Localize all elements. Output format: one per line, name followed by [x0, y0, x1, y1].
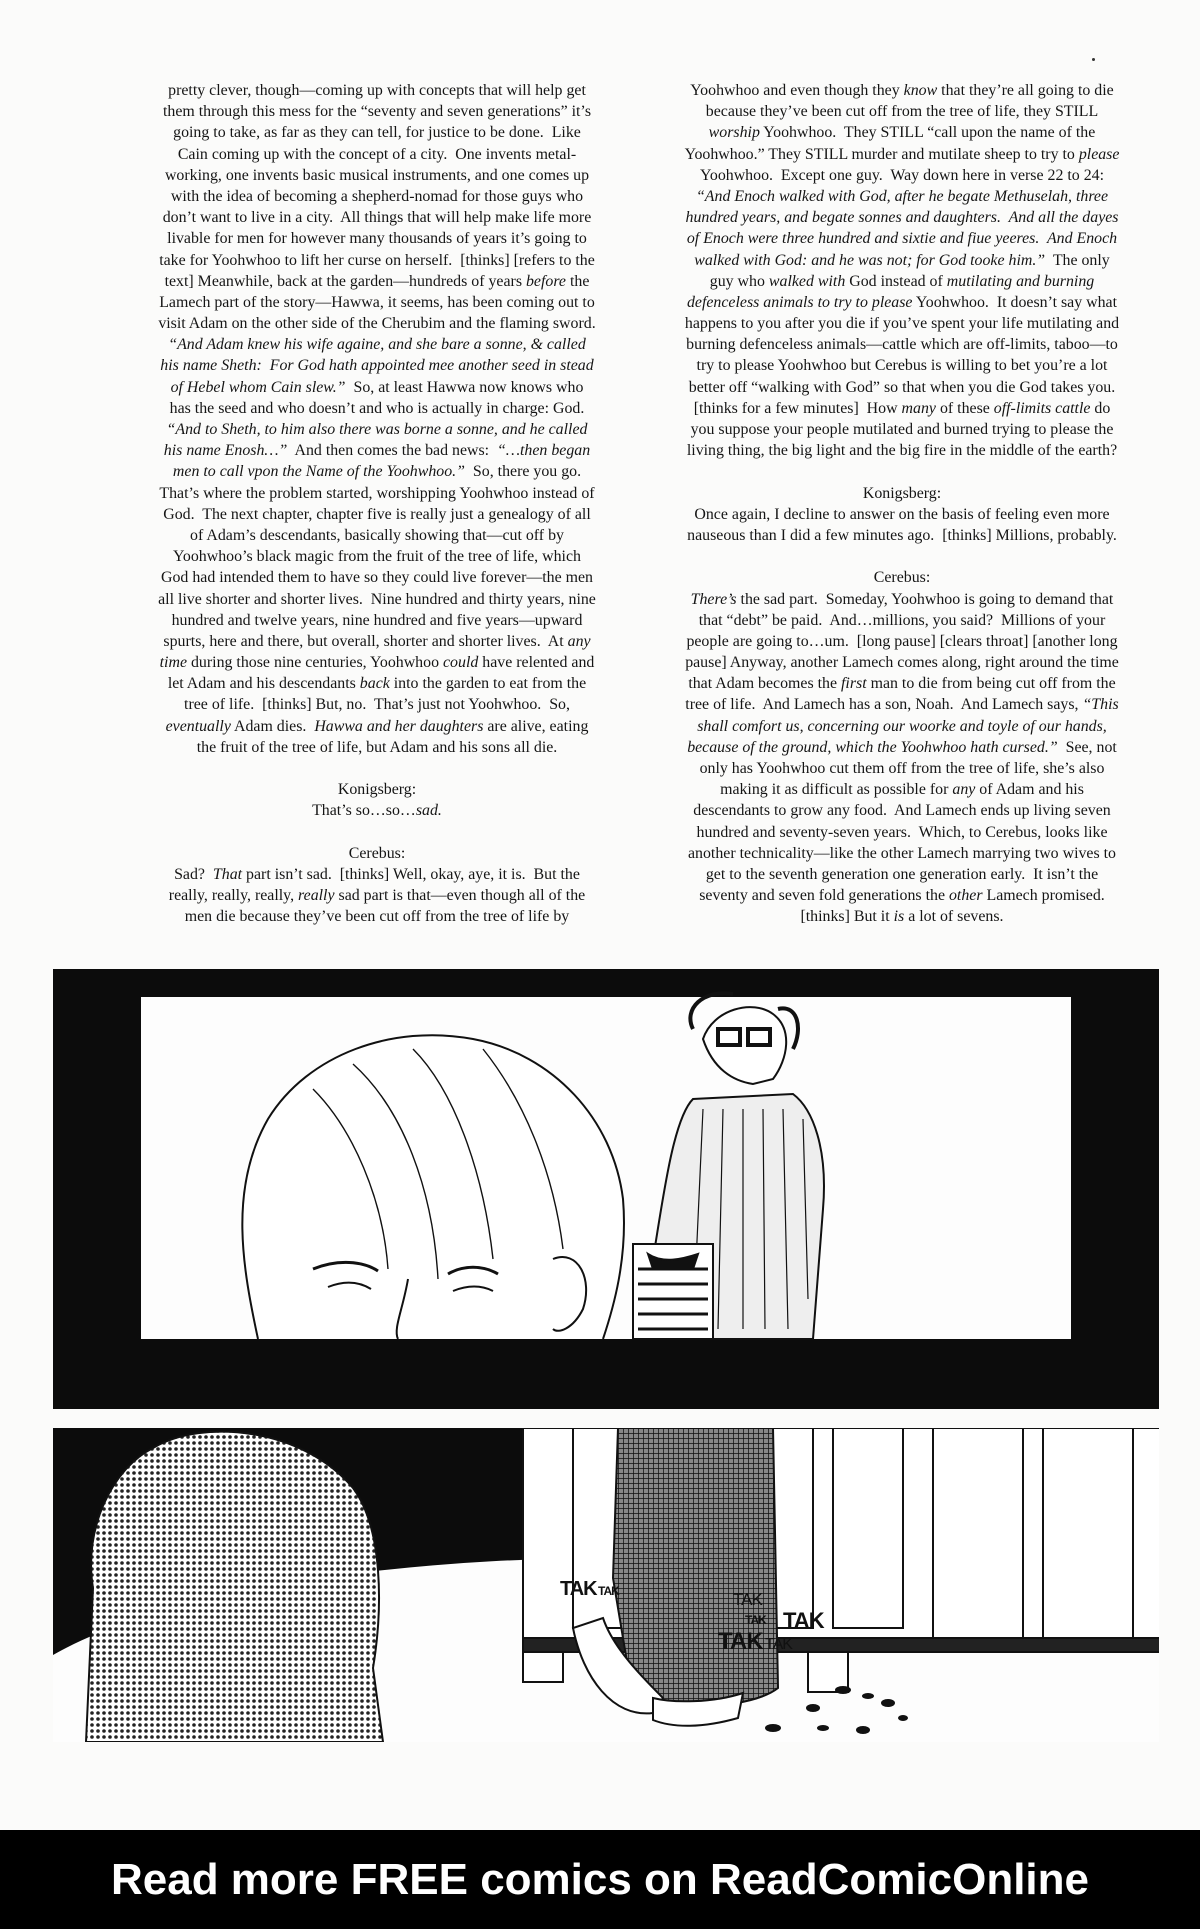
- italic-text: know: [903, 82, 938, 99]
- text: [thinks for a few minutes] How: [693, 399, 902, 417]
- text-line: [112, 822, 642, 843]
- text: Cerebus:: [873, 569, 931, 587]
- italic-text: of Enoch were three hundred and sixtie and fiue yeeres. And Enoch: [686, 230, 1118, 248]
- text: don’t want to live in a city. All things that will help make life more: [162, 209, 592, 227]
- text: making it as difficult as possible for: [720, 781, 953, 799]
- text-line: [112, 694, 642, 715]
- italic-text: mutilating and burning: [946, 272, 1095, 290]
- text-line: [642, 546, 1162, 567]
- text-line: [642, 440, 1162, 461]
- text: burning defenceless animals—cattle which are off-limits, taboo—to: [686, 336, 1118, 354]
- text-line: [642, 567, 1162, 588]
- text: let Adam and his descendants: [167, 675, 360, 693]
- text-line: [642, 101, 1162, 122]
- text-line: [642, 737, 1162, 758]
- text: That’s where the problem started, worshipping Yoohwhoo instead of: [159, 484, 595, 502]
- comic-panel-1: [53, 969, 1159, 1409]
- text: you suppose your people mutilated and burned trying to please the: [690, 421, 1114, 438]
- text-line: [642, 610, 1162, 631]
- text: get to the seventh generation one generation early. It isn’t the: [705, 865, 1099, 883]
- italic-text: any: [952, 781, 976, 799]
- text-line: [112, 631, 642, 652]
- text: seventy and seven fold generations the: [699, 887, 949, 905]
- italic-text: “And Enoch walked with God, after he begate Methuselah, three: [695, 187, 1109, 205]
- text: Yoohwhoo. It doesn’t say what: [912, 293, 1118, 311]
- italic-text: really: [298, 887, 335, 905]
- italic-text: “And to Sheth, to him also there was borne a sonne, and he called: [166, 421, 588, 438]
- text: sad part is that—even though all of the: [334, 887, 586, 905]
- promo-banner-text[interactable]: Read more FREE comics on ReadComicOnline: [110, 1854, 1089, 1904]
- text: of Adam and his: [975, 781, 1084, 799]
- italic-text: first: [841, 675, 867, 693]
- text: better off “walking with God” so that when you die God takes you.: [688, 378, 1116, 396]
- italic-text: eventually: [165, 717, 231, 735]
- text-line: [112, 800, 642, 821]
- text-line: [112, 525, 642, 546]
- text-line: [642, 355, 1162, 376]
- text-column-right: [642, 80, 1162, 928]
- italic-text: defenceless animals to try to please: [686, 293, 913, 311]
- text: a lot of sevens.: [904, 908, 1004, 926]
- text-line: [642, 483, 1162, 504]
- italic-text: please: [1078, 145, 1120, 163]
- comic-panel-2: [53, 1428, 1159, 1742]
- text-line: [112, 864, 642, 885]
- text-line: [642, 589, 1162, 610]
- italic-text: Hawwa and her daughters: [314, 717, 484, 735]
- text-line: [112, 461, 642, 482]
- italic-text: is: [893, 908, 905, 926]
- text-line: [112, 271, 642, 292]
- text: the: [566, 272, 590, 290]
- text: the sad part. Someday, Yoohwhoo is going to demand that: [736, 590, 1114, 608]
- text: living thing, the big light and the big fire in the middle of the earth?: [686, 442, 1118, 460]
- text-line: [112, 758, 642, 779]
- text-line: [112, 355, 642, 376]
- text-line: [112, 610, 642, 631]
- text: are alive, eating: [483, 717, 589, 735]
- text: them through this mess for the “seventy and seven generations” it’s: [162, 103, 592, 121]
- text-line: [112, 546, 642, 567]
- italic-text: off-limits cattle: [993, 399, 1091, 417]
- text: part isn’t sad. [thinks] Well, okay, aye, it is. But the: [242, 865, 580, 883]
- text: Yoohwhoo.” They STILL murder and mutilate sheep to try to: [684, 145, 1079, 163]
- italic-text: walked with God: and he was not; for God tooke him.”: [694, 251, 1046, 269]
- text: that they’re all going to die: [937, 82, 1114, 99]
- text-line: [642, 631, 1162, 652]
- text: livable for men for however many thousands of years it’s going to: [167, 230, 587, 248]
- text: only has Yoohwhoo cut them off from the tree of life, she’s also: [699, 760, 1105, 777]
- text-line: [112, 250, 642, 271]
- text-line: [112, 80, 642, 101]
- text-line: [112, 779, 642, 800]
- sound-effect: TAK: [718, 1628, 763, 1655]
- text-line: [642, 144, 1162, 165]
- text: And then comes the bad news:: [287, 442, 498, 460]
- text: has the seed and who doesn’t and who is actually in charge: God.: [169, 399, 585, 417]
- cerebus-figure: [86, 1432, 383, 1742]
- text: The only: [1045, 251, 1110, 269]
- text-line: [642, 885, 1162, 906]
- text: have relented and: [478, 654, 595, 672]
- italic-text: There’s: [690, 590, 737, 608]
- text-line: [112, 228, 642, 249]
- text: people are going to…um. [long pause] [clears throat] [another long: [686, 632, 1118, 650]
- text-line: [112, 292, 642, 313]
- sound-effect: TAK: [765, 1636, 792, 1653]
- text-line: [112, 589, 642, 610]
- text-line: [642, 906, 1162, 927]
- italic-text: before: [525, 272, 566, 290]
- text: really, really, really,: [168, 887, 299, 905]
- text: Adam dies.: [230, 717, 315, 735]
- italic-text: many: [901, 399, 936, 417]
- text-line: [642, 694, 1162, 715]
- text-line: [642, 186, 1162, 207]
- text: the fruit of the tree of life, but Adam and his sons all die.: [196, 738, 558, 756]
- text-line: [642, 207, 1162, 228]
- sound-effect: TAK: [745, 1613, 766, 1627]
- text: man to die from being cut off from the: [866, 675, 1116, 693]
- text-line: [112, 843, 642, 864]
- text: visit Adam on the other side of the Cherubim and the flaming sword.: [158, 315, 596, 333]
- text: guy who: [709, 272, 769, 290]
- italic-text: men to call vpon the Name of the Yoohwhoo.”: [172, 463, 465, 481]
- text-line: [642, 377, 1162, 398]
- text: [thinks] But it: [800, 908, 894, 926]
- text: into the garden to eat from the: [389, 675, 587, 693]
- text-line: [642, 525, 1162, 546]
- text: Cain coming up with the concept of a city. One invents metal-: [177, 145, 577, 163]
- text: God. The next chapter, chapter five is really just a genealogy of all: [163, 505, 591, 523]
- text: with the idea of becoming a shepherd-nomad for those guys who: [170, 187, 584, 205]
- text-line: [642, 779, 1162, 800]
- text: See, not: [1057, 738, 1117, 756]
- text: Yoohwhoo. Except one guy. Way down here in verse 22 to 24:: [699, 166, 1105, 184]
- italic-text: of Hebel whom Cain slew.”: [170, 378, 346, 396]
- italic-text: worship: [708, 124, 760, 142]
- text: Yoohwhoo. They STILL “call upon the name of the: [759, 124, 1096, 142]
- text-line: [112, 567, 642, 588]
- text-line: [112, 440, 642, 461]
- text: Konigsberg:: [337, 781, 417, 799]
- sound-effect: TAK: [783, 1608, 824, 1633]
- speck: [1092, 58, 1095, 61]
- text: That’s so…so…: [312, 802, 416, 820]
- text: Konigsberg:: [862, 484, 942, 502]
- text: that “debt” be paid. And…millions, you said? Millions of your: [698, 611, 1106, 629]
- sound-effect: TAK: [733, 1590, 762, 1609]
- text: during those nine centuries, Yoohwhoo: [187, 654, 443, 672]
- text: Once again, I decline to answer on the basis of feeling even more: [694, 505, 1110, 523]
- sound-effect: TAK: [560, 1578, 597, 1600]
- text: Yoohwhoo’s black magic from the fruit of the tree of life, which: [173, 548, 581, 566]
- text-line: [112, 165, 642, 186]
- italic-text: his name Enosh…”: [163, 442, 288, 460]
- text: Cerebus:: [348, 844, 406, 862]
- italic-text: “…then began: [497, 442, 591, 460]
- text: take for Yoohwhoo to lift her curse on herself. [thinks] [refers to the: [159, 251, 595, 269]
- text-line: [112, 186, 642, 207]
- italic-text: That: [212, 865, 243, 883]
- text: tree of life. And Lamech has a son, Noah. And Lamech says,: [685, 696, 1083, 714]
- text-line: [112, 207, 642, 228]
- italic-text: because of the ground, which the Yoohwhoo hath cursed.”: [687, 738, 1058, 756]
- promo-banner[interactable]: [0, 1830, 1200, 1929]
- text-column-left: [112, 80, 642, 928]
- text: working, one invents basic musical instruments, and one comes up: [164, 166, 590, 184]
- text-line: [642, 165, 1162, 186]
- text-line: [112, 334, 642, 355]
- text: happens to you after you die if you’ve spent your life mutilating and: [684, 315, 1120, 333]
- italic-text: could: [443, 654, 479, 672]
- text: pause] Anyway, another Lamech comes along, right around the time: [685, 654, 1119, 672]
- text-line: [642, 313, 1162, 334]
- text-line: [642, 398, 1162, 419]
- text-line: [112, 652, 642, 673]
- text-line: [112, 144, 642, 165]
- text-line: [112, 313, 642, 334]
- text: men die because they’ve been cut off from the tree of life by: [184, 908, 570, 926]
- panel-1-art: [53, 969, 1159, 1409]
- text: spurts, here and there, but overall, shorter and shorter lives. At: [163, 632, 568, 650]
- text: do: [1090, 399, 1111, 417]
- text-line: [642, 419, 1162, 440]
- text-line: [642, 716, 1162, 737]
- text-line: [642, 864, 1162, 885]
- italic-text: “And Adam knew his wife againe, and she bare a sonne, & called: [168, 336, 586, 354]
- italic-text: walked with: [768, 272, 846, 290]
- text-line: [642, 228, 1162, 249]
- text-line: [642, 652, 1162, 673]
- text-line: [642, 822, 1162, 843]
- text-line: [112, 398, 642, 419]
- text: tree of life. [thinks] But, no. That’s just not Yoohwhoo. So,: [184, 696, 570, 714]
- text-line: [112, 673, 642, 694]
- text-line: [642, 758, 1162, 779]
- italic-text: other: [948, 887, 983, 905]
- text-line: [642, 334, 1162, 355]
- text: So, there you go.: [464, 463, 582, 481]
- text-line: [112, 101, 642, 122]
- trouser-legs: [613, 1428, 778, 1707]
- text: God instead of: [845, 272, 947, 290]
- text-line: [112, 419, 642, 440]
- italic-text: his name Sheth: For God hath appointed mee another seed in stead: [160, 357, 594, 375]
- text-line: [642, 800, 1162, 821]
- text: hundred and seventy-seven years. Which, to Cerebus, looks like: [696, 823, 1108, 841]
- italic-text: time: [159, 654, 187, 672]
- text-line: [642, 673, 1162, 694]
- italic-text: “This: [1082, 696, 1119, 714]
- text: God had intended them to have so they could live forever—the men: [160, 569, 593, 587]
- text-line: [112, 906, 642, 927]
- text: try to please Yoohwhoo but Cerebus is willing to bet you’re a lot: [696, 357, 1108, 375]
- text: that Adam becomes the: [688, 675, 841, 693]
- text-line: [112, 377, 642, 398]
- text: all live shorter and shorter lives. Nine hundred and thirty years, nine: [158, 590, 596, 608]
- text: because they’ve been cut off from the tree of life, they STILL: [705, 103, 1099, 121]
- text-line: [112, 737, 642, 758]
- text-line: [642, 250, 1162, 271]
- text: pretty clever, though—coming up with concepts that will help get: [168, 82, 586, 99]
- italic-text: hundred years, and begate sonnes and daughters. And all the dayes: [685, 209, 1119, 227]
- text: another technicality—like the other Lamech marrying two wives to: [687, 844, 1117, 862]
- text-line: [642, 292, 1162, 313]
- text-line: [112, 483, 642, 504]
- text-line: [112, 716, 642, 737]
- text: hundred and twelve years, nine hundred and five years—upward: [171, 611, 583, 629]
- text-line: [112, 122, 642, 143]
- text: Sad?: [174, 865, 213, 883]
- text: descendants to grow any food. And Lamech ends up living seven: [693, 802, 1111, 820]
- italic-text: back: [359, 675, 390, 693]
- text: of these: [935, 399, 994, 417]
- text-line: [642, 504, 1162, 525]
- text: Yoohwhoo and even though they: [690, 82, 904, 99]
- text: So, at least Hawwa now knows who: [345, 378, 584, 396]
- italic-text: shall comfort us, concerning our woorke and toyle of our hands,: [697, 717, 1107, 735]
- italic-text: sad.: [415, 802, 442, 820]
- text-line: [642, 122, 1162, 143]
- text-line: [642, 80, 1162, 101]
- text-line: [642, 271, 1162, 292]
- text-line: [112, 885, 642, 906]
- text-line: [112, 504, 642, 525]
- text: text] Meanwhile, back at the garden—hundreds of years: [164, 272, 526, 290]
- italic-text: any: [567, 632, 591, 650]
- text-line: [642, 461, 1162, 482]
- text-line: [642, 843, 1162, 864]
- text: Lamech part of the story—Hawwa, it seems, has been coming out to: [159, 293, 595, 311]
- text: Lamech promised.: [982, 887, 1105, 905]
- text: going to take, as far as they can tell, for justice to be done. Like: [173, 124, 581, 142]
- text: nauseous than I did a few minutes ago. [thinks] Millions, probably.: [687, 526, 1117, 544]
- sound-effect: TAK: [598, 1584, 619, 1598]
- text: of Adam’s descendants, basically showing that—cut off by: [190, 526, 564, 544]
